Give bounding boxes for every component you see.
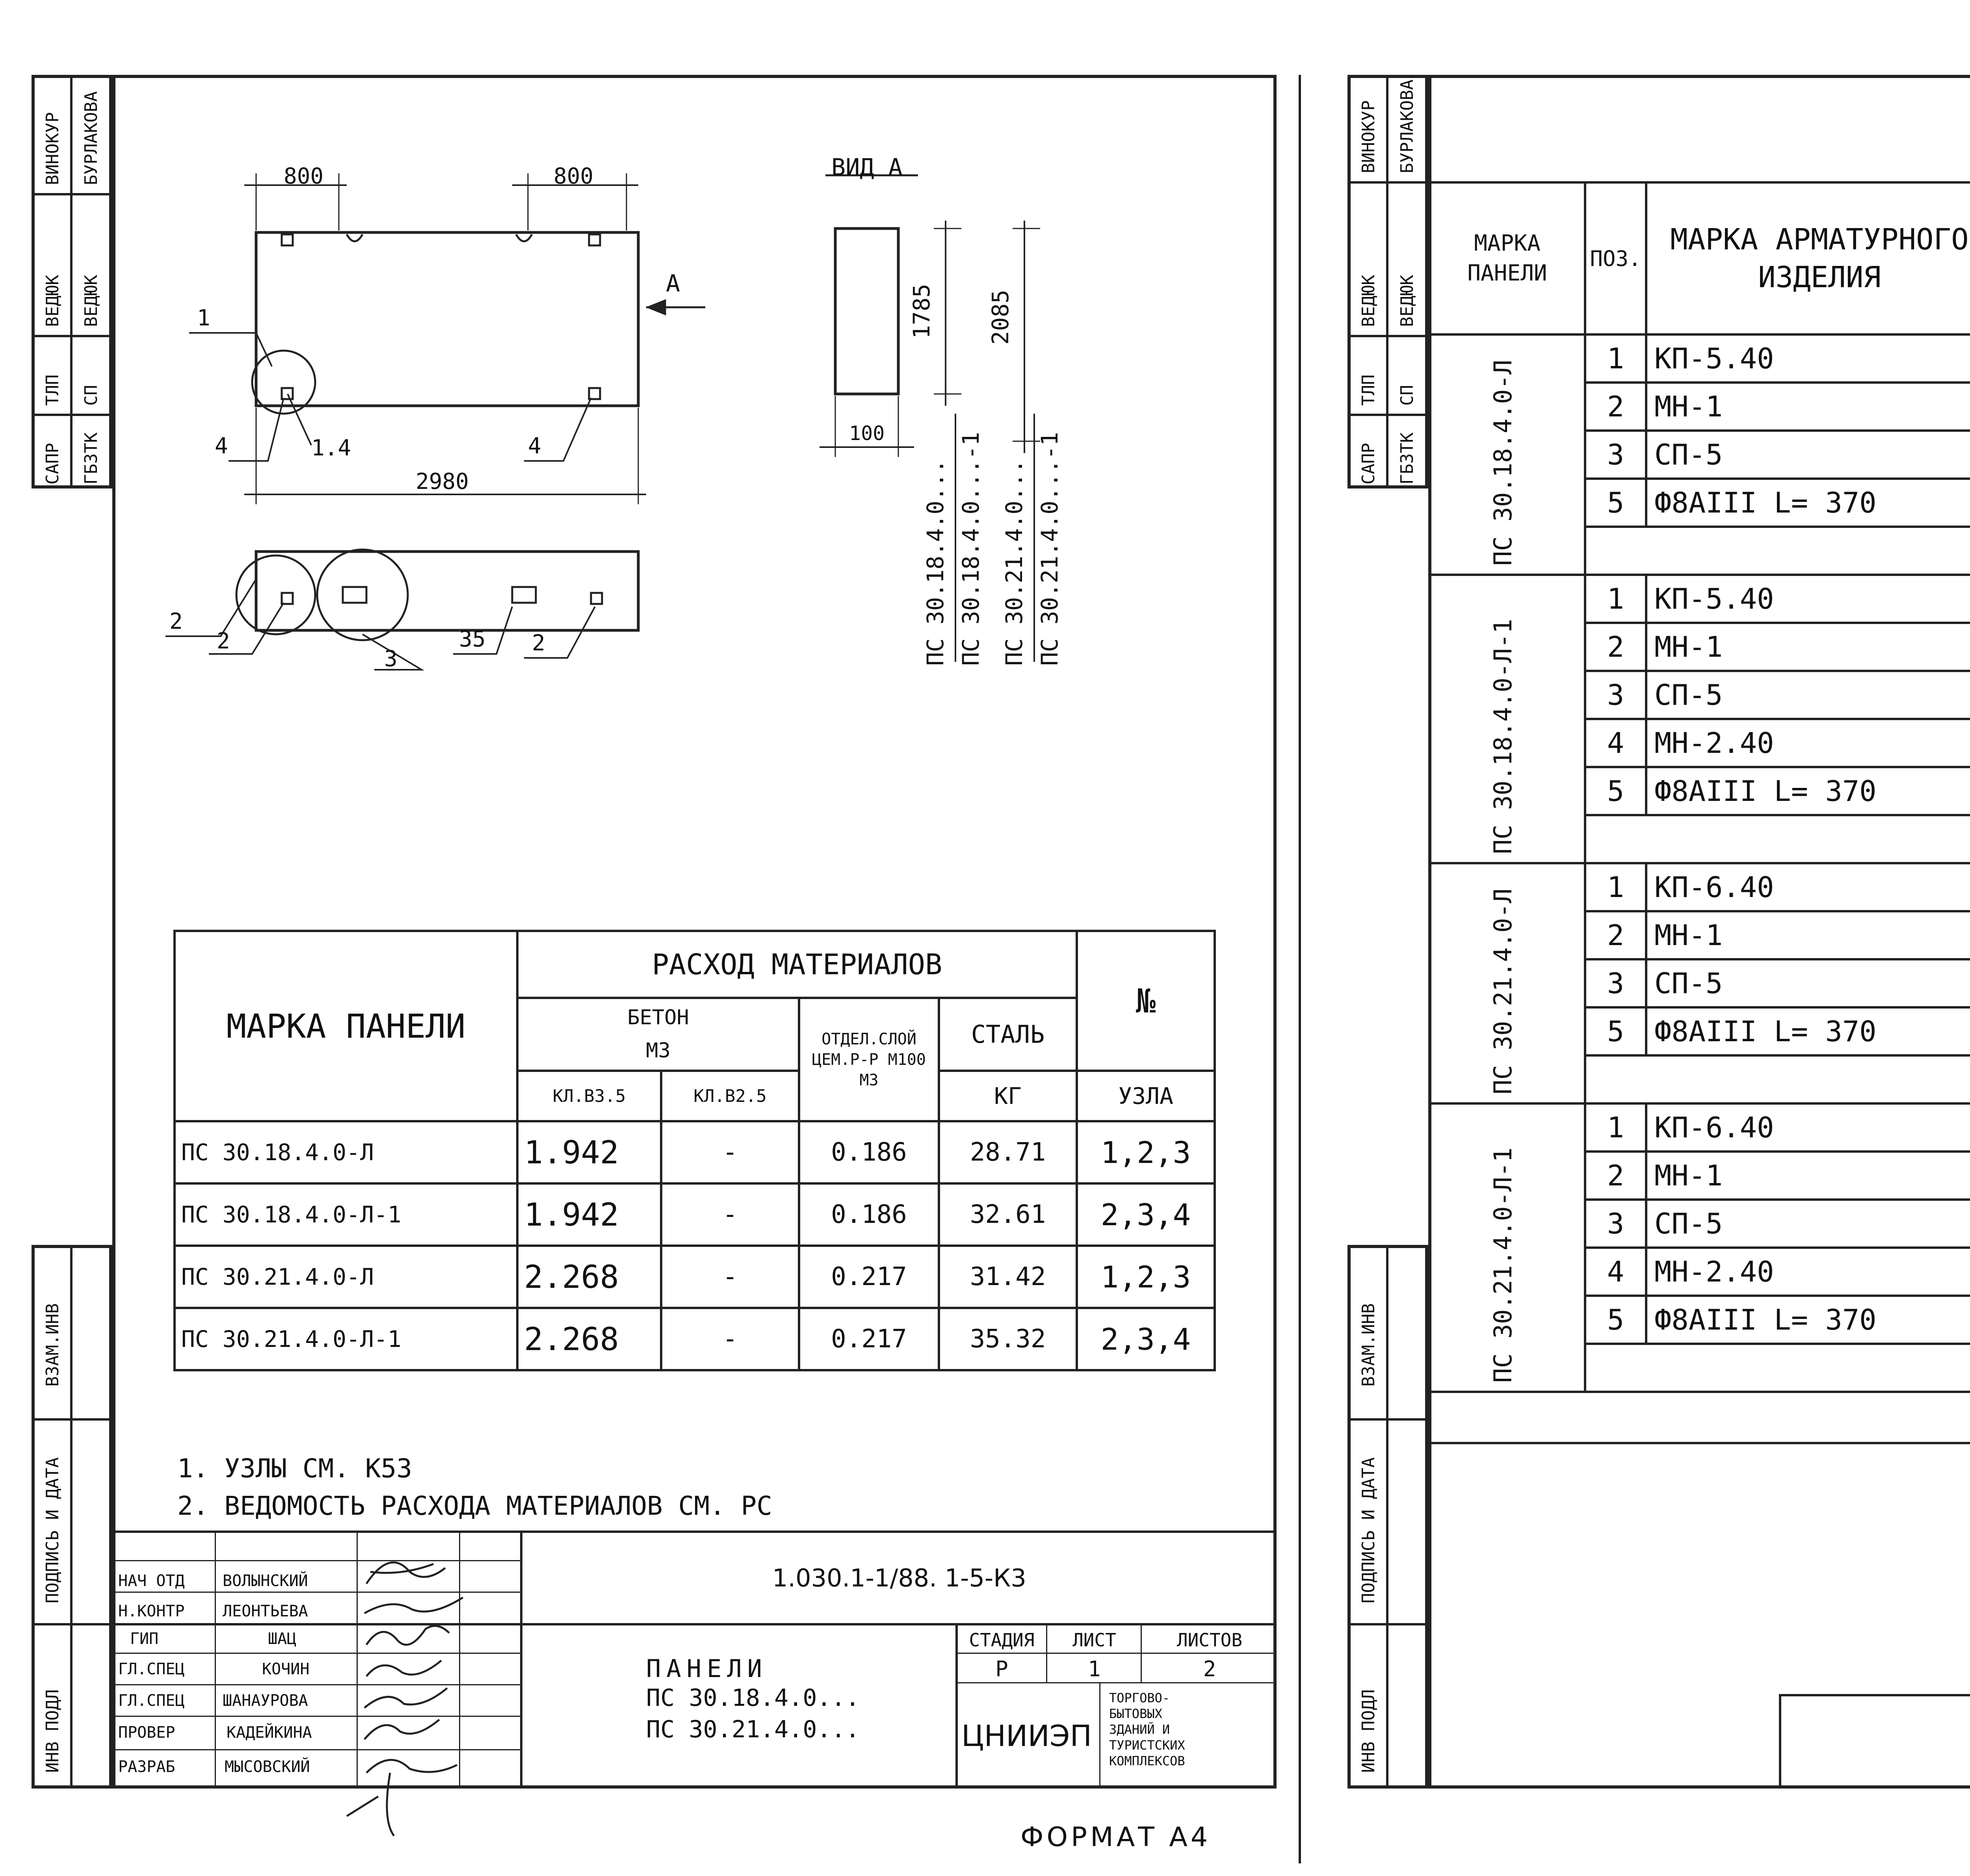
dim-800-right: 800 [554,163,594,189]
spec-cell-izd: МН-2.40 [1646,1248,1970,1296]
spec-cell-izd: МН-1 [1646,623,1970,671]
spec-panel-label: ПС 30.18.4.0-Л [1489,360,1517,566]
tb-title: ПАНЕЛИ [646,1654,768,1683]
spec-cell-izd: СП-5 [1646,671,1970,719]
materials-kl2-header: КЛ.В2.5 [661,1071,799,1121]
panel-label: ПС 30.18.4.0...-1 [957,432,984,666]
materials-otdel-header: ОТДЕЛ.СЛОЙ ЦЕМ.Р-Р М100 М3 [799,998,939,1121]
spec-cell-izd: КП-6.40 [1646,1103,1970,1152]
callout: 4 [528,433,541,459]
spec-cell-izd: Ф8АIII L= 370 [1646,767,1970,815]
spec-cell-poz: 2 [1585,623,1646,671]
spec-row [1429,1103,1970,1152]
tb-name: ВОЛЫНСКИЙ [223,1572,308,1590]
spec-cell-izd: КП-6.40 [1646,863,1970,911]
panel-label: ПС 30.21.4.0... [1001,459,1028,666]
note: 1. УЗЛЫ СМ. К53 [177,1453,413,1484]
spec-cell-poz: 1 [1585,334,1646,383]
dim-2085: 2085 [987,290,1014,345]
spec-cell-izd: МН-1 [1646,911,1970,959]
callout: 2 [169,609,183,634]
view-title: ВИД А [831,154,903,181]
spec-cell-izd: МН-1 [1646,383,1970,431]
spec-panel-cell [1429,863,1585,1103]
callout: 3 [384,646,398,672]
callout: 2 [532,630,545,656]
stamp-label: ГБЗТК [1397,432,1417,485]
spec-cell-poz: 5 [1585,1296,1646,1344]
tb-org-desc: ТОРГОВО-БЫТОВЫХ ЗДАНИЙ И ТУРИСТСКИХ КОМПЛЕКСОВ [1109,1690,1185,1768]
spec-panel-cell [1429,1103,1585,1392]
tb-role: НАЧ ОТД [118,1572,185,1590]
spec-cell-poz: 2 [1585,911,1646,959]
stamp-label: ВИНОКУР [1359,100,1379,173]
tb-name: ШАНАУРОВА [223,1692,308,1710]
stamp-label: ВЗАМ.ИНВ [1359,1303,1379,1387]
spec-izd-header: МАРКА АРМАТУРНОГО ИЗДЕЛИЯ [1646,182,1970,334]
tb-role: ГИП [130,1630,159,1648]
tb-stadiya-h: СТАДИЯ [969,1629,1035,1651]
spec-cell-izd: Ф8АIII L= 370 [1646,1007,1970,1055]
stamp-label: СП [1397,385,1417,406]
callout: 1 [197,305,210,331]
note: 2. ВЕДОМОСТЬ РАСХОДА МАТЕРИАЛОВ СМ. РС [177,1491,772,1521]
stamp-label: ВЕДЮК [1359,275,1379,327]
tb-name: КАДЕЙКИНА [227,1724,312,1742]
spec-cell-izd: СП-5 [1646,1200,1970,1248]
tb-stadiya: Р [995,1657,1008,1681]
materials-beton-header: БЕТОН М3 [517,998,799,1071]
dim-1785: 1785 [908,284,935,339]
materials-uzla-header: УЗЛА [1077,1071,1215,1121]
stamp-label: ИНВ ПОДЛ [43,1689,63,1773]
tb-name: КОЧИН [262,1660,310,1678]
stamp-label: САПР [43,443,63,485]
tb-sub: ПС 30.18.4.0... [646,1684,860,1712]
tb-role: Н.КОНТР [118,1602,185,1620]
spec-panel-cell [1429,334,1585,575]
materials-row: ПС 30.18.4.0-Л-1 1.942 - 0.186 32.61 2,3,4 [175,1183,1215,1246]
stamp-label: САПР [1359,443,1379,485]
stamp-label: БУРЛАКОВА [1397,79,1417,173]
stamp-label: ПОДПИСЬ И ДАТА [43,1457,63,1603]
spec-cell-poz: 3 [1585,1200,1646,1248]
callout: 2 [217,628,230,654]
spec-total [1585,1344,1970,1392]
spec-cell-poz: 5 [1585,767,1646,815]
stamp-label: ИНВ ПОДЛ [1359,1689,1379,1773]
spec-total [1585,527,1970,575]
spec-cell-poz: 3 [1585,431,1646,479]
spec-cell-poz: 5 [1585,1007,1646,1055]
spec-row [1429,863,1970,911]
tb-name: МЫСОВСКИЙ [225,1758,310,1776]
tb-listov-h: ЛИСТОВ [1176,1629,1243,1651]
stamp-label: ВЕДЮК [43,275,63,327]
stamp-label: ГБЗТК [81,432,101,485]
tb-role: ПРОВЕР [118,1724,175,1742]
stamp-label: ВИНОКУР [43,112,63,185]
spec-poz-header: ПОЗ. [1585,182,1646,334]
stamp-label: ТЛП [1359,374,1379,406]
spec-total [1585,815,1970,863]
tb-role: ГЛ.СПЕЦ [118,1660,185,1678]
spec-panel-cell [1429,575,1585,863]
tb-list-h: ЛИСТ [1072,1629,1116,1651]
spec-cell-izd: МН-2.40 [1646,719,1970,767]
tb-role: РАЗРАБ [118,1758,175,1776]
spec-panel-label: ПС 30.21.4.0-Л [1489,888,1517,1094]
stamp-label: ВЕДЮК [81,275,101,327]
spec-cell-izd: КП-5.40 [1646,575,1970,623]
tb-listov: 2 [1203,1657,1216,1681]
spec-marka-header: МАРКА ПАНЕЛИ [1429,182,1585,334]
spec-table [1428,181,1970,1393]
dim-100: 100 [849,422,885,445]
spec-cell-poz: 2 [1585,383,1646,431]
materials-kl1-header: КЛ.В3.5 [517,1071,661,1121]
spec-cell-izd: Ф8АIII L= 370 [1646,1296,1970,1344]
materials-row: ПС 30.21.4.0-Л-1 2.268 - 0.217 35.32 2,3,4 [175,1308,1215,1370]
spec-cell-izd: МН-1 [1646,1152,1970,1200]
tb-role: ГЛ.СПЕЦ [118,1692,185,1710]
view-arrow-label: А [666,270,680,297]
materials-kg-header: КГ [939,1071,1077,1121]
spec-cell-poz: 1 [1585,575,1646,623]
format-label: ФОРМАТ А4 [1020,1822,1211,1853]
spec-cell-poz: 3 [1585,959,1646,1007]
tb-sub: ПС 30.21.4.0... [646,1716,860,1743]
callout: 4 [215,433,228,459]
materials-row: ПС 30.21.4.0-Л 2.268 - 0.217 31.42 1,2,3 [175,1246,1215,1308]
tb-name: ШАЦ [268,1630,297,1648]
materials-marka-header: МАРКА ПАНЕЛИ [175,931,517,1121]
materials-no-header: № [1077,931,1215,1071]
dim-2980: 2980 [416,469,469,494]
spec-cell-poz: 3 [1585,671,1646,719]
spec-panel-label: ПС 30.18.4.0-Л-1 [1489,619,1517,854]
panel-label: ПС 30.18.4.0... [922,459,949,666]
callout: 35 [459,626,486,652]
spec-cell-izd: КП-5.40 [1646,334,1970,383]
tb-code: 1.030.1-1/88. 1-5-К3 [772,1564,1026,1592]
stamp-label: ПОДПИСЬ И ДАТА [1359,1457,1379,1603]
tb-name: ЛЕОНТЬЕВА [223,1602,308,1620]
spec-cell-poz: 4 [1585,719,1646,767]
spec-cell-poz: 2 [1585,1152,1646,1200]
callout: 1.4 [311,435,351,461]
materials-stal-header: СТАЛЬ [939,998,1077,1071]
spec-row [1429,575,1970,623]
spec-total [1585,1055,1970,1103]
stamp-label: ТЛП [43,374,63,406]
spec-cell-izd: Ф8АIII L= 370 [1646,479,1970,527]
panel-label: ПС 30.21.4.0...-1 [1036,432,1063,666]
stamp-label: ВЕДЮК [1397,275,1417,327]
spec-cell-poz: 4 [1585,1248,1646,1296]
spec-cell-izd: СП-5 [1646,431,1970,479]
spec-cell-poz: 1 [1585,1103,1646,1152]
tb-list: 1 [1088,1657,1101,1681]
tb-org: ЦНИИЭП [961,1719,1092,1753]
spec-cell-izd: СП-5 [1646,959,1970,1007]
spec-cell-poz: 1 [1585,863,1646,911]
stamp-label: ВЗАМ.ИНВ [43,1303,63,1387]
stamp-label: СП [81,385,101,406]
spec-cell-poz: 5 [1585,479,1646,527]
spec-row [1429,334,1970,383]
materials-row: ПС 30.18.4.0-Л 1.942 - 0.186 28.71 1,2,3 [175,1121,1215,1183]
stamp-label: БУРЛАКОВА [81,91,101,185]
dim-800-left: 800 [284,163,324,189]
spec-panel-label: ПС 30.21.4.0-Л-1 [1489,1147,1517,1383]
materials-rashod-header: РАСХОД МАТЕРИАЛОВ [517,931,1077,998]
